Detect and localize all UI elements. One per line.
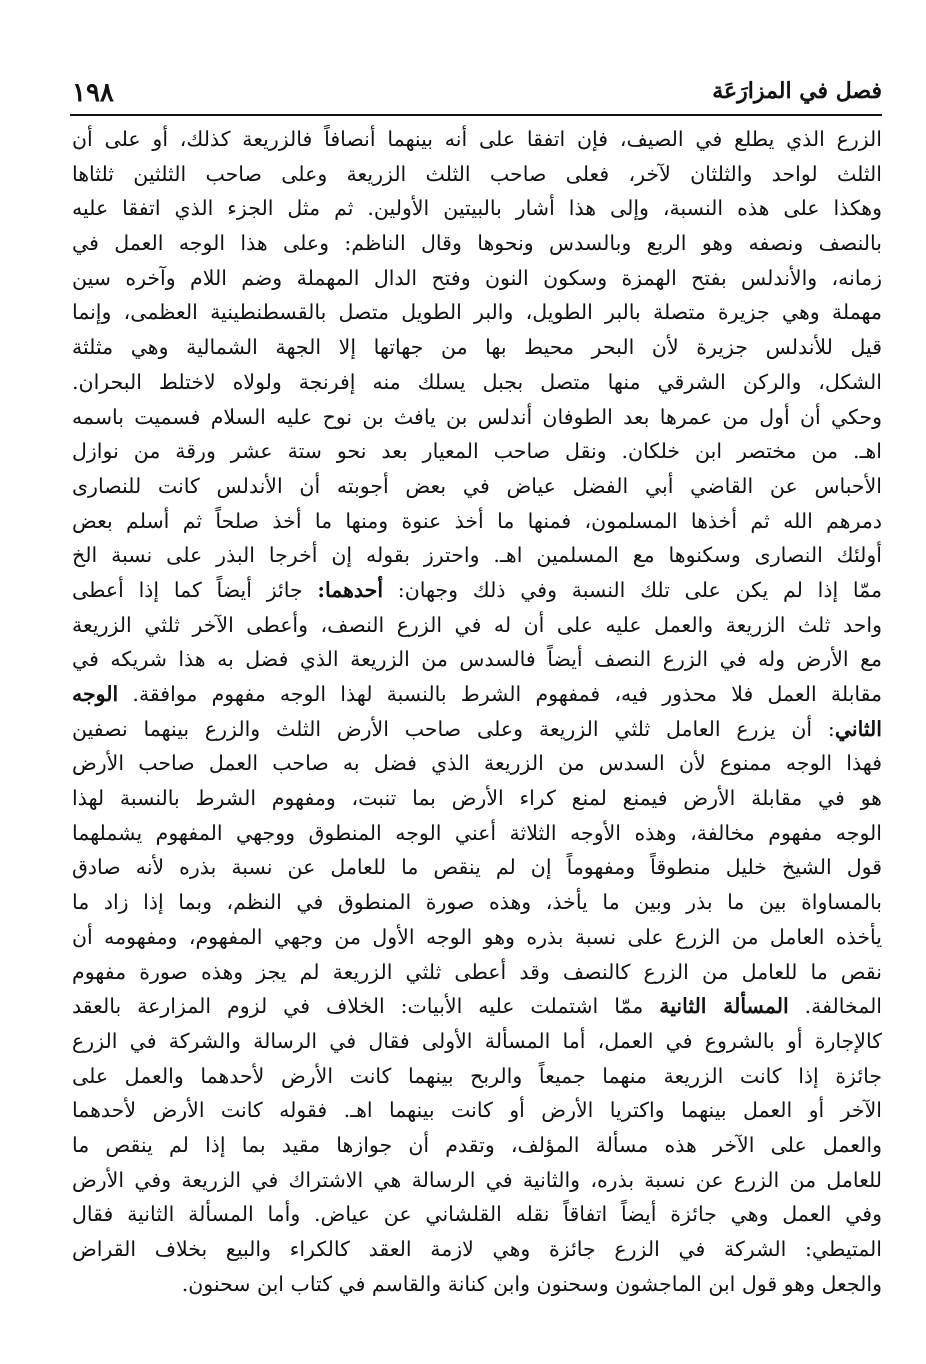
text-segment: قيل للأندلس جزيرة لأن البحر محيط بها من جهاتها إلا الجهة الشمالية وهي مثلثة [72,335,882,360]
text-line [72,1024,882,1059]
text-line [72,677,882,712]
text-line [72,191,882,226]
text-segment: الزرع الذي يطلع في الصيف، فإن اتفقا على أنه بينهما أنصافاً فالزريعة كذلك، أو على أن [72,127,882,151]
text-line [72,1093,882,1128]
text-segment: ممّا إذا لم يكن على تلك النسبة وفي ذلك وجهان: [383,577,882,602]
text-segment: وفي العمل وهي جائزة أيضاً اتفاقاً نقله القلشاني عن عياض. وأما المسألة الثانية فقال [72,1202,882,1227]
text-segment: مهملة وهي جزيرة متصلة بالبر الطويل، والبر الطويل متصل بالقسطنطينية العظمى، وإنما [72,300,882,325]
text-segment: دمرهم الله ثم أخذها المسلمون، فمنها ما أخذ عنوة ومنها ما أخذ صلحاً ثم أسلم بعض [72,508,882,533]
text-segment: المتيطي: الشركة في الزرع جائزة وهي لازمة العقد كالكراء والبيع بخلاف القراض [72,1237,882,1261]
text-line [72,885,882,920]
text-segment: أولئك النصارى وسكنوها مع المسلمين اهـ. واحترز بقوله إن أخرجا البذر على نسبة الخ [72,543,882,568]
text-segment: يأخذه العامل من الزرع على نسبة بذره وهو الوجه الأول من وجهي المفهوم، ومفهومه أن [72,924,882,949]
text-segment: نقص ما للعامل من الزرع كالنصف وقد أعطى ثلثي الزريعة لم يجز وهذه صورة مفهوم [72,959,882,984]
bold-heading-text: أحدهما: [317,577,384,602]
text-segment: بالمساواة بين ما بذر وبين ما يأخذ، وهذه صورة المنطوق في النظم، وبما إذا زاد ما [72,890,882,915]
text-line [72,330,882,365]
text-line [72,712,882,747]
text-segment: قول الشيخ خليل منطوقاً ومفهوماً إن لم ينقص ما للعامل عن نسبة بذره لأنه صادق [72,855,882,880]
body-text [72,122,882,1301]
text-segment: الثلث لواحد والثلثان لآخر، فعلى صاحب الثلث الزريعة وعلى صاحب الثلثين ثلثاها [72,161,882,186]
text-line [72,261,882,296]
text-segment: مقابلة العمل فلا محذور فيه، فمفهوم الشرط بالنسبة لهذا الوجه مفهوم موافقة. [118,682,882,706]
text-line [72,226,882,261]
text-segment: الآخر أو العمل بينهما واكتريا الأرض أو كانت بينهما اهـ. فقوله كانت الأرض لأحدهما [72,1098,882,1123]
text-line [72,573,882,608]
text-segment: والعمل على الآخر هذه مسألة المؤلف، وتقدم أن جوازها مقيد بما إذا لم ينقص ما [72,1132,882,1157]
text-segment: وهكذا على هذه النسبة، وإلى هذا أشار بالبيتين الأولين. ثم مثل الجزء الذي اتفقا عليه [72,196,882,221]
bold-heading-text: المسألة الثانية [659,994,789,1019]
text-segment: ممّا اشتملت عليه الأبيات: الخلاف في لزوم المزارعة بالعقد [72,994,660,1019]
header-rule [70,114,882,116]
text-line [72,469,882,504]
text-segment: فهذا الوجه ممنوع لأن السدس من الزريعة الذي فضل به صاحب العمل صاحب الأرض [72,751,882,776]
text-segment: الشكل، والركن الشرقي منها متصل بجبل يسلك منه إفرنجة ولولاه لاختلط البحران. [72,369,882,394]
text-line [72,365,882,400]
text-segment: زمانه، والأندلس بفتح الهمزة وسكون النون وفتح الدال المهملة وضم اللام وآخره سين [72,265,882,290]
text-segment: واحد ثلث الزريعة والعمل عليه على أن له في الزرع النصف، وأعطى الآخر ثلثي الزريعة [72,612,882,637]
text-line [72,1232,882,1267]
text-segment: جائز أيضاً كما إذا أعطى [72,577,318,602]
text-segment: والجعل وهو قول ابن الماجشون وسحنون وابن كنانة والقاسم في كتاب ابن سحنون. [181,1271,882,1296]
text-segment: كالإجارة أو بالشروع في العمل، أما المسألة الأولى فقال في الرسالة والشركة في الزرع [72,1028,882,1053]
text-segment: للعامل من الزرع عن نسبة بذره، والثانية في الرسالة هي الاشتراك في الزريعة وفي الأرض [72,1167,882,1192]
text-line [72,816,882,851]
text-segment: : أن يزرع العامل ثلثي الزريعة وعلى صاحب الأرض الثلث والزرع بينهما نصفين [72,716,835,741]
text-segment: مع الأرض وله في الزرع النصف أيضاً فالسدس من الزريعة الذي فضل به هذا شريكه في [72,647,882,672]
bold-heading-text: الوجه [72,682,119,706]
text-segment: وحكي أن أول من عمرها بعد الطوفان أندلس بن يافث بن نوح عليه السلام فسميت باسمه [72,404,882,429]
text-line [72,504,882,539]
text-line [72,1197,882,1232]
page-number: ١٩٨ [72,78,114,108]
text-segment: الوجه مفهوم مخالفة، وهذه الأوجه الثلاثة أعني الوجه المنطوق ووجهي المفهوم يشملهما [72,820,882,845]
text-segment: جائزة إذا كانت الزريعة منهما جميعاً والربح بينهما كانت الأرض لأحدهما والعمل على [72,1063,882,1088]
text-line [72,642,882,677]
text-line [72,955,882,990]
text-line [72,434,882,469]
text-line [72,608,882,643]
text-line [72,122,882,157]
text-line [72,400,882,435]
text-segment: هو في مقابلة الأرض فيمنع لمنع كراء الأرض بما تنبت، ومفهوم الشرط بالنسبة لهذا [72,786,882,811]
page-header [72,78,882,108]
text-line [72,920,882,955]
text-line [72,781,882,816]
text-segment: اهـ. من مختصر ابن خلكان. ونقل صاحب المعيار بعد نحو ستة عشر ورقة من نوازل [72,439,882,464]
text-line [72,989,882,1024]
text-line [72,1267,882,1302]
text-line [72,1163,882,1198]
text-line [72,538,882,573]
text-segment: المخالفة. [788,994,882,1019]
text-line [72,157,882,192]
bold-heading-text: الثاني [834,716,882,741]
chapter-title: فصل في المزارَعَة [712,78,882,104]
text-segment: بالنصف ونصفه وهو الربع وبالسدس ونحوها وقال الناظم: وعلى هذا الوجه العمل في [72,231,882,256]
text-segment: الأحباس عن القاضي أبي الفضل عياض في بعض أجوبته أن الأندلس كانت للنصارى [72,473,882,498]
text-line [72,1128,882,1163]
text-line [72,850,882,885]
text-line [72,746,882,781]
text-line [72,295,882,330]
text-line [72,1059,882,1094]
